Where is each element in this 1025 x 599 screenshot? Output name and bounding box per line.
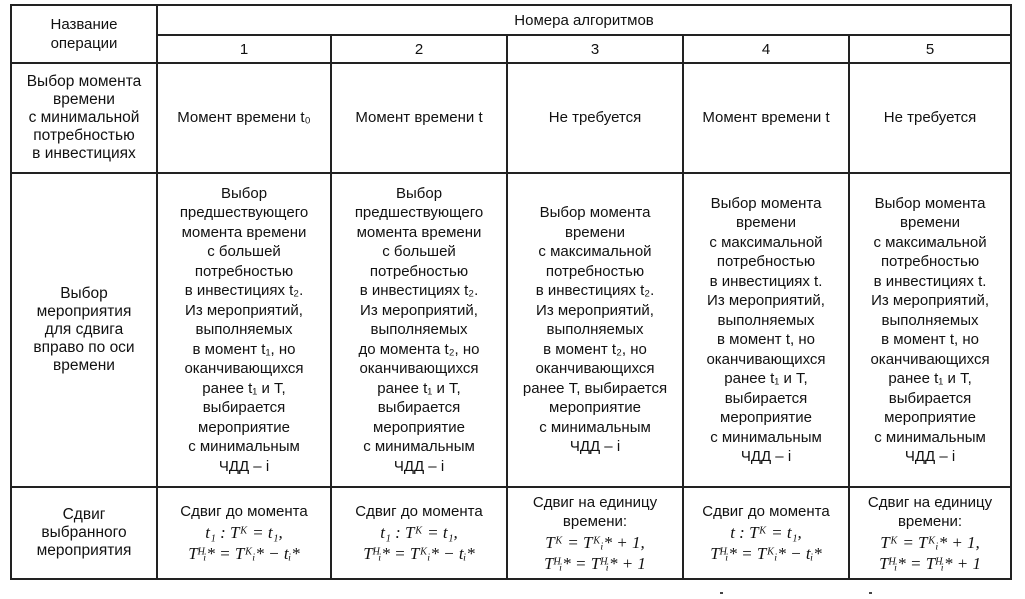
header-col-2: 2 bbox=[331, 35, 507, 63]
formula-line-2: Tᴴᵢ* = Tᴷᵢ* − tᵢ* bbox=[710, 543, 822, 563]
header-col-4: 4 bbox=[683, 35, 849, 63]
algorithms-table bbox=[10, 4, 1012, 580]
formula-line-2: Tᴴᵢ* = Tᴷᵢ* − tᵢ* bbox=[188, 543, 300, 563]
header-algorithm-numbers: Номера алгоритмов bbox=[157, 5, 1011, 35]
shift-title: Сдвиг до момента bbox=[702, 503, 830, 521]
formula-line-2: Tᴴᵢ* = Tᴴᵢ* + 1 bbox=[879, 553, 981, 573]
formula-line-2: Tᴴᵢ* = Tᴷᵢ* − tᵢ* bbox=[363, 543, 475, 563]
header-col-5: 5 bbox=[849, 35, 1011, 63]
cell-r1-c4: Момент времени t bbox=[683, 63, 849, 173]
cell-r1-c1: Момент времени t₀ bbox=[157, 63, 331, 173]
cell-r3-c1 bbox=[157, 487, 331, 579]
cell-r3-c2 bbox=[331, 487, 507, 579]
cell-r3-c3 bbox=[507, 487, 683, 579]
formula-line-1: t₁ : Tᴷ = t₁, bbox=[380, 522, 458, 542]
header-col-3: 3 bbox=[507, 35, 683, 63]
cell-r1-c2: Момент времени t bbox=[331, 63, 507, 173]
scan-speck bbox=[720, 592, 723, 594]
table-row bbox=[11, 487, 1011, 579]
cell-r2-c4: Выбор момента времени с максимальной потребностью в инвестициях t. Из мероприятий, выполняемых в момент t, но оканчивающихся ранее t₁ и T, выбирается мероприятие с минимальным ЧДД – i bbox=[683, 173, 849, 487]
row-label-shift-measure: Сдвиг выбранного мероприятия bbox=[11, 487, 157, 579]
row-label-select-measure: Выбор мероприятия для сдвига вправо по оси времени bbox=[11, 173, 157, 487]
formula-line-1: Tᴷ = Tᴷᵢ* + 1, bbox=[545, 532, 645, 552]
cell-r3-c4 bbox=[683, 487, 849, 579]
cell-r2-c5: Выбор момента времени с максимальной потребностью в инвестициях t. Из мероприятий, выполняемых в момент t, но оканчивающихся ранее t₁ и T, выбирается мероприятие с минимальным ЧДД – i bbox=[849, 173, 1011, 487]
table-row bbox=[11, 173, 1011, 487]
row-label-min-investment-moment: Выбор момента времени с минимальной потребностью в инвестициях bbox=[11, 63, 157, 173]
cell-r1-c3: Не требуется bbox=[507, 63, 683, 173]
cell-r2-c3: Выбор момента времени с максимальной потребностью в инвестициях t₂. Из мероприятий, выполняемых в момент t₂, но оканчивающихся ранее T, выбирается мероприятие с минимальным ЧДД – i bbox=[507, 173, 683, 487]
header-operation-name: Название операции bbox=[11, 5, 157, 63]
header-col-1: 1 bbox=[157, 35, 331, 63]
formula-line-2: Tᴴᵢ* = Tᴴᵢ* + 1 bbox=[544, 553, 646, 573]
cell-r2-c1: Выбор предшествующего момента времени с большей потребностью в инвестициях t₂. Из мероприятий, выполняемых в момент t₁, но оканчивающихся ранее t₁ и T, выбирается мероприятие с минимальным ЧДД – i bbox=[157, 173, 331, 487]
shift-title: Сдвиг на единицу времени: bbox=[867, 493, 993, 530]
formula-line-1: t₁ : Tᴷ = t₁, bbox=[205, 522, 283, 542]
shift-title: Сдвиг до момента bbox=[355, 503, 483, 521]
cell-r3-c5 bbox=[849, 487, 1011, 579]
cell-r1-c5: Не требуется bbox=[849, 63, 1011, 173]
shift-title: Сдвиг на единицу времени: bbox=[532, 493, 658, 530]
formula-line-1: Tᴷ = Tᴷᵢ* + 1, bbox=[880, 532, 980, 552]
formula-line-1: t : Tᴷ = t₁, bbox=[730, 522, 802, 542]
scan-speck bbox=[869, 592, 872, 594]
cell-r2-c2: Выбор предшествующего момента времени с большей потребностью в инвестициях t₂. Из мероприятий, выполняемых до момента t₂, но оканчивающихся ранее t₁ и T, выбирается мероприятие с минимальным ЧДД – i bbox=[331, 173, 507, 487]
table-row bbox=[11, 63, 1011, 173]
shift-title: Сдвиг до момента bbox=[180, 503, 308, 521]
